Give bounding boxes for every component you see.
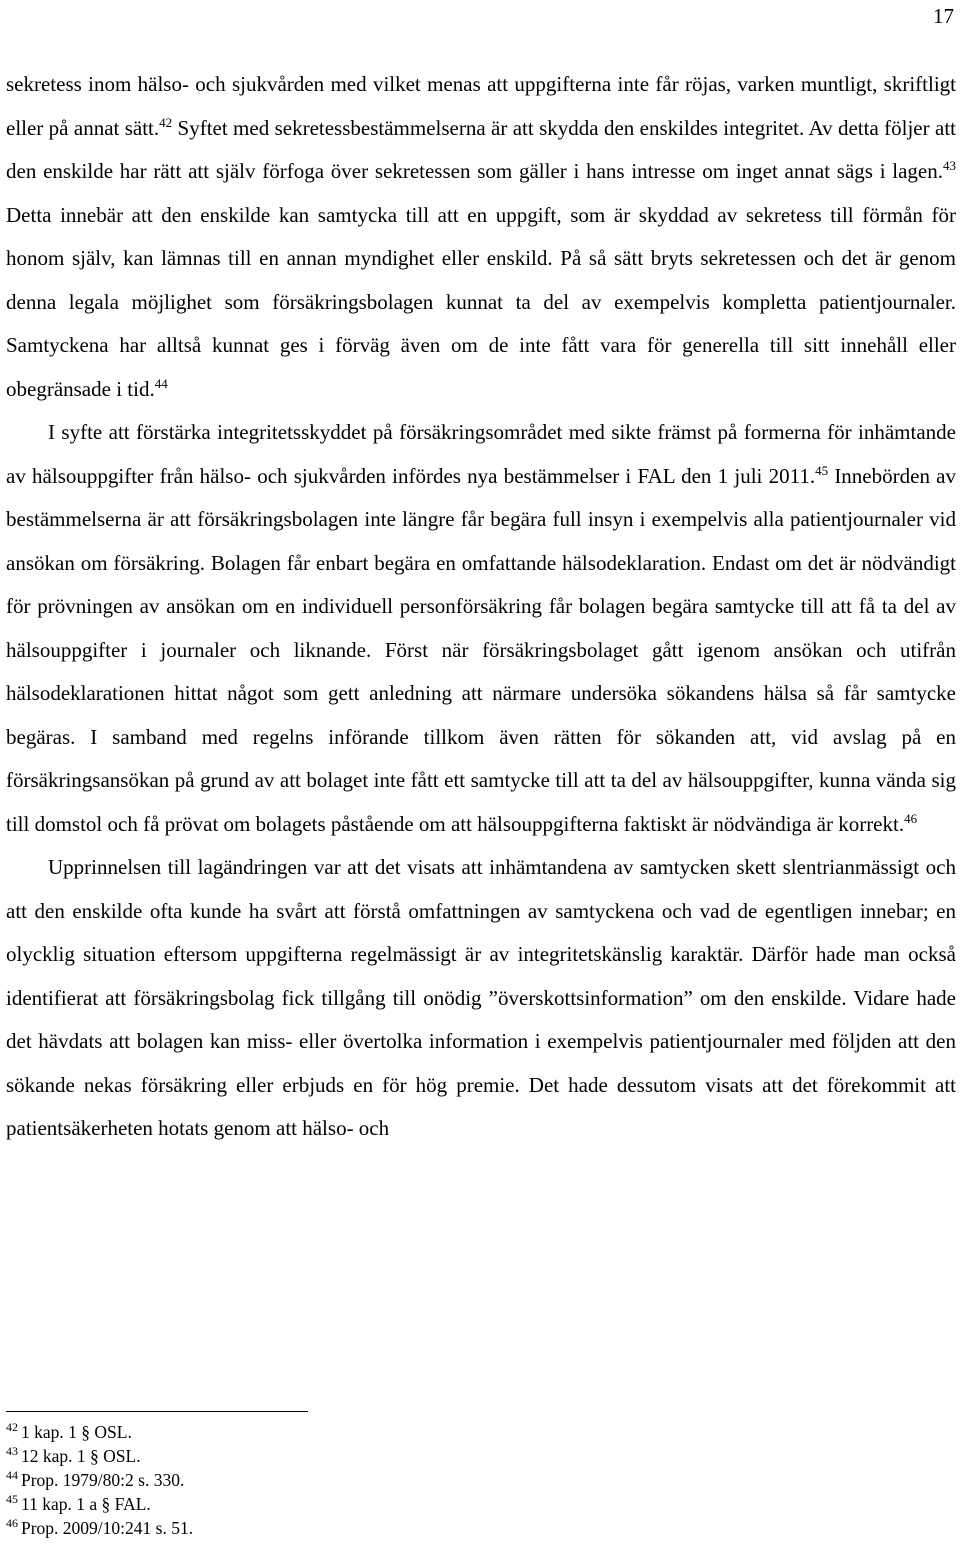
footnote [6, 1444, 946, 1468]
footnote [6, 1420, 946, 1444]
paragraph-text: I syfte att förstärka integritetsskyddet på försäkringsområdet med sikte främst på formerna för inhämtande av hälsouppgifter från hälso- och sjukvården infördes nya bestämmelser i FAL den 1 juli 2011. [6, 420, 956, 488]
footnote-text: 1 kap. 1 § OSL. [21, 1422, 132, 1442]
footnote-number: 42 [6, 1420, 18, 1434]
footnote-number: 46 [6, 1516, 18, 1530]
footnote-number: 45 [6, 1492, 18, 1506]
paragraph-text: Innebörden av bestämmelserna är att försäkringsbolagen inte längre får begära full insyn i exempelvis alla patientjournaler vid ansökan om försäkring. Bolagen får enbart begära en omfattande hälsodeklaration. Endast om det är nödvändigt för prövningen av ansökan om en individuell personförsäkring får bolagen begära samtycke till att få ta del av hälsouppgifter i journaler och liknande. Först när försäkringsbolaget gått igenom ansökan och utifrån hälsodeklarationen hittat något som gett anledning att närmare undersöka sökandens hälsa så får samtycke begäras. I samband med regelns införande tillkom även rätten för sökanden att, vid avslag på en försäkringsansökan på grund av att bolaget inte fått ett samtycke till att ta del av hälsouppgifter, kunna vända sig till domstol och få prövat om bolagets påstående om att hälsouppgifterna faktiskt är nödvändiga är korrekt. [6, 463, 956, 836]
paragraph [6, 63, 956, 411]
paragraph-text: Detta innebär att den enskilde kan samtycka till att en uppgift, som är skyddad av sekretess till förmån för honom själv, kan lämnas till en annan myndighet eller enskild. På så sätt bryts sekretessen och det är genom denna legala möjlighet som försäkringsbolagen kunnat ta del av exempelvis kompletta patientjournaler. Samtyckena har alltså kunnat ges i förväg även om de inte fått vara för generella till sitt innehåll eller obegränsade i tid. [6, 202, 956, 401]
footnote-text: Prop. 2009/10:241 s. 51. [21, 1518, 194, 1538]
page-number: 17 [933, 4, 954, 28]
paragraph [6, 411, 956, 846]
footnote-text: 11 kap. 1 a § FAL. [21, 1494, 151, 1514]
footnote-reference: 44 [154, 375, 168, 391]
footnotes [6, 1420, 946, 1540]
footnote-separator [6, 1411, 308, 1412]
footnote-reference: 42 [159, 114, 173, 130]
footnote-reference: 43 [943, 158, 956, 173]
paragraph-text: Upprinnelsen till lagändringen var att det visats att inhämtandena av samtycken skett slentrianmässigt och att den enskilde ofta kunde ha svårt att förstå omfattningen av samtyckena och vad de egentligen innebar; en olycklig situation eftersom uppgifterna regelmässigt är av integritetskänslig karaktär. Därför hade man också identifierat att försäkringsbolag fick tillgång till onödig ”överskottsinformation” om den enskilde. Vidare hade det hävdats att bolagen kan miss- eller övertolka information i exempelvis patientjournaler med följden att den sökande nekas försäkring eller erbjuds en för hög premie. Det hade dessutom visats att det förekommit att patientsäkerheten hotats genom att hälso- och [6, 855, 956, 1140]
footnote-number: 43 [6, 1444, 18, 1458]
footnote-number: 44 [6, 1468, 18, 1482]
footnote-reference: 46 [904, 810, 918, 826]
paragraph-text: sekretess inom hälso- och sjukvården med vilket menas att uppgifterna inte får röjas, varken muntligt, skriftligt eller på annat sätt. [6, 72, 956, 140]
footnote [6, 1468, 946, 1492]
footnote-text: Prop. 1979/80:2 s. 330. [21, 1470, 185, 1490]
body-text [6, 63, 956, 1151]
footnote-reference: 45 [815, 462, 829, 478]
footnote [6, 1492, 946, 1516]
paragraph-text: Syftet med sekretessbestämmelserna är att skydda den enskildes integritet. Av detta följer att den enskilde har rätt att själv förfoga över sekretessen som gäller i hans intresse om inget annat sägs i lagen. [6, 115, 956, 183]
footnote [6, 1516, 946, 1540]
paragraph [6, 846, 956, 1151]
footnote-text: 12 kap. 1 § OSL. [21, 1446, 141, 1466]
